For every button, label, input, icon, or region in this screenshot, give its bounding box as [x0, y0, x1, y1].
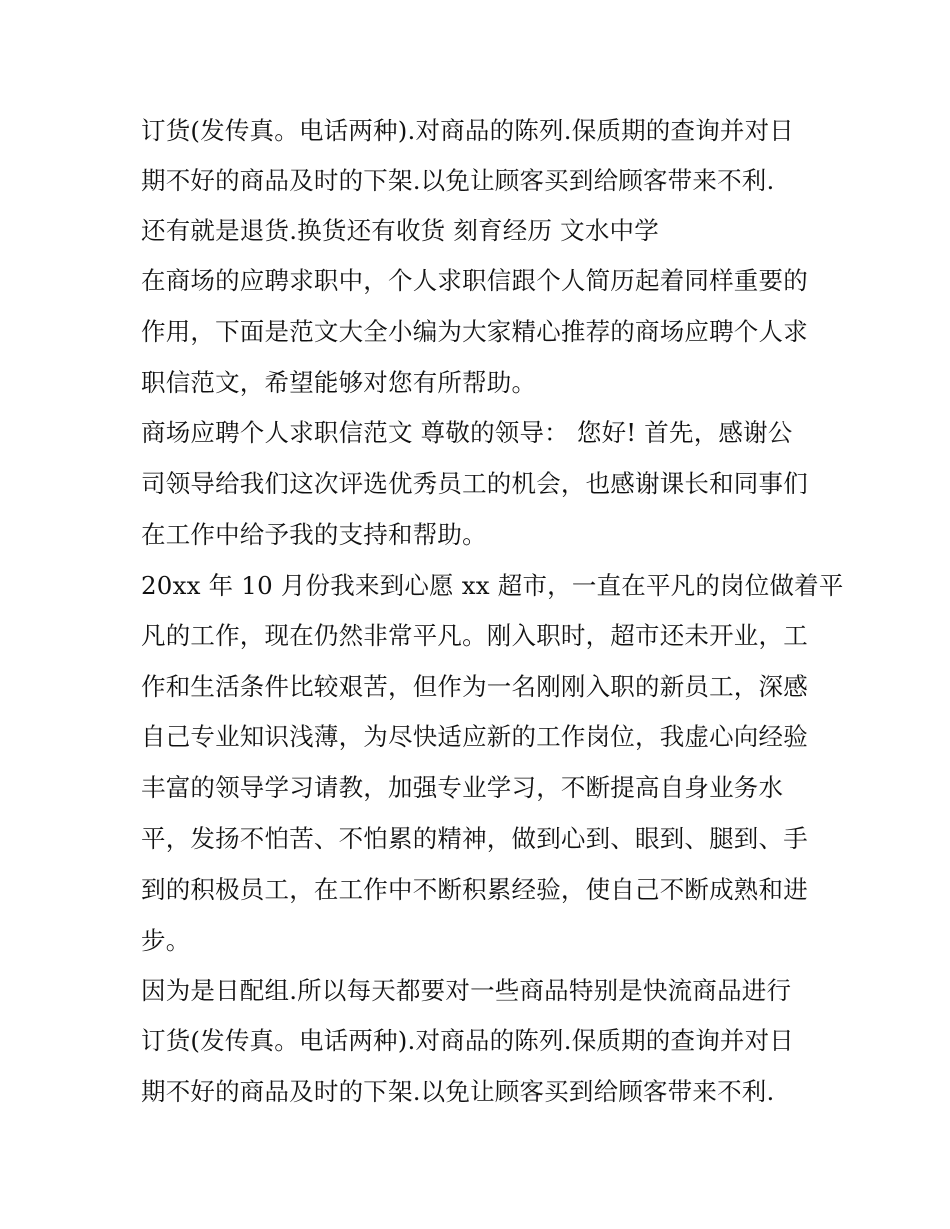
text-line: 步。 — [141, 926, 191, 955]
text-line: 期不好的商品及时的下架.以免让顾客买到给顾客带来不利. — [141, 166, 775, 195]
text-line: 还有就是退货.换货还有收货 刻育经历 文水中学 — [141, 216, 659, 245]
text-line: 自己专业知识浅薄，为尽快适应新的工作岗位，我虚心向经验 — [141, 722, 808, 751]
text-line: 在商场的应聘求职中，个人求职信跟个人简历起着同样重要的 — [141, 266, 808, 295]
text-line: 作用，下面是范文大全小编为大家精心推荐的商场应聘个人求 — [141, 317, 808, 346]
text-line: 到的积极员工，在工作中不断积累经验，使自己不断成熟和进 — [141, 875, 808, 904]
text-line: 期不好的商品及时的下架.以免让顾客买到给顾客带来不利. — [141, 1077, 775, 1106]
text-line: 职信范文，希望能够对您有所帮助。 — [141, 368, 537, 397]
text-line: 在工作中给予我的支持和帮助。 — [141, 520, 487, 549]
text-line: 商场应聘个人求职信范文 尊敬的领导： 您好! 首先，感谢公 — [141, 418, 793, 447]
text-line: 订货(发传真。电话两种).对商品的陈列.保质期的查询并对日 — [141, 116, 794, 145]
text-line: 订货(发传真。电话两种).对商品的陈列.保质期的查询并对日 — [141, 1026, 794, 1055]
text-line: 因为是日配组.所以每天都要对一些商品特别是快流商品进行 — [141, 976, 792, 1005]
text-line: 凡的工作，现在仍然非常平凡。刚入职时，超市还未开业，工 — [141, 621, 808, 650]
text-line: 20xx 年 10 月份我来到心愿 xx 超市，一直在平凡的岗位做着平 — [141, 571, 844, 600]
text-line: 丰富的领导学习请教，加强专业学习，不断提高自身业务水 — [141, 773, 784, 802]
text-line: 平，发扬不怕苦、不怕累的精神，做到心到、眼到、腿到、手 — [141, 824, 808, 853]
text-line: 司领导给我们这次评选优秀员工的机会，也感谢课长和同事们 — [141, 469, 808, 498]
text-line: 作和生活条件比较艰苦，但作为一名刚刚入职的新员工，深感 — [141, 672, 808, 701]
